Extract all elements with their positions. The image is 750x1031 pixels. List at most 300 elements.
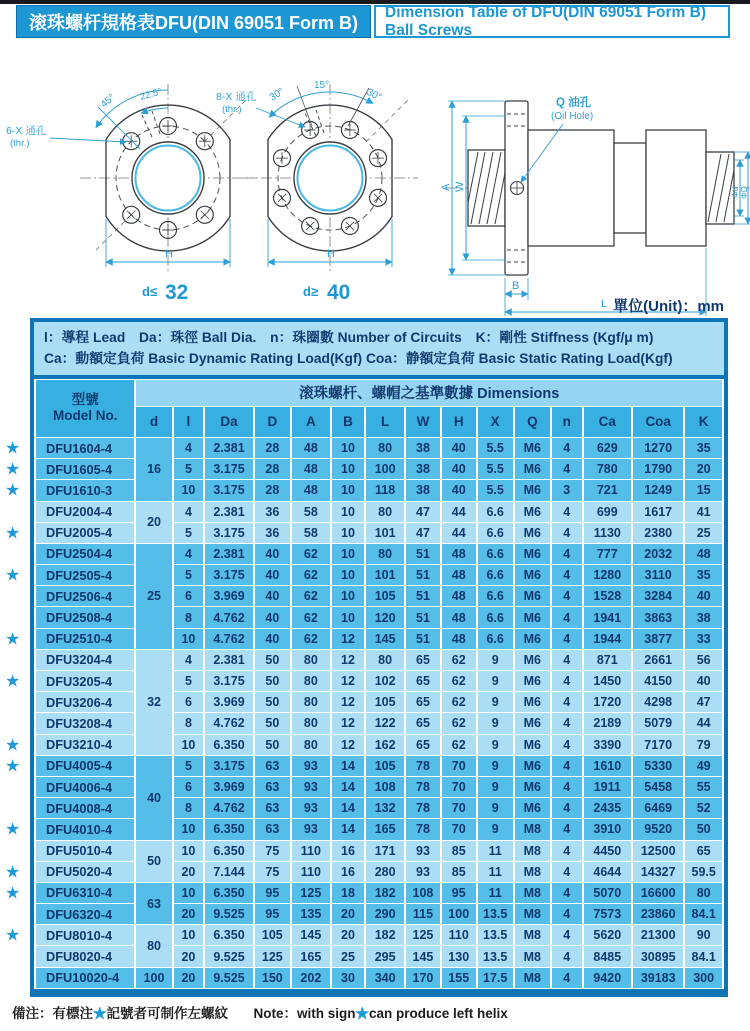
cell-B: 10 (331, 501, 365, 522)
cell-X: 9 (477, 692, 514, 713)
cell-B: 10 (331, 480, 365, 501)
cell-D: 36 (254, 522, 291, 543)
cell-Coa: 12500 (632, 840, 684, 861)
model-no-header-zh: 型號 (71, 391, 99, 407)
cell-L: 102 (365, 671, 405, 692)
cell-H: 70 (441, 776, 477, 797)
cell-Coa: 2032 (632, 543, 684, 564)
cell-H: 70 (441, 819, 477, 840)
cell-l: 6 (173, 586, 205, 607)
col-header-d: d (135, 406, 172, 437)
cell-B: 12 (331, 692, 365, 713)
dim-phi-D-label: ΦD (739, 186, 749, 199)
col-header-K: K (684, 406, 723, 437)
model-cell: DFU8020-4 (35, 946, 135, 967)
cell-Ca: 1720 (583, 692, 633, 713)
cell-K: 41 (684, 501, 723, 522)
cell-l: 8 (173, 607, 205, 628)
angle-22-5-label: 22.5° (138, 86, 164, 103)
cell-D: 40 (254, 586, 291, 607)
cell-D: 95 (254, 882, 291, 903)
cell-Ca: 8485 (583, 946, 633, 967)
cell-Q: M6 (514, 755, 551, 776)
left-helix-star-icon: ★ (5, 459, 21, 479)
cell-W: 170 (405, 967, 441, 988)
cell-K: 300 (684, 967, 723, 988)
cell-H: 48 (441, 565, 477, 586)
cell-K: 56 (684, 649, 723, 670)
model-cell: DFU5010-4 (35, 840, 135, 861)
cell-A: 80 (291, 671, 331, 692)
col-header-A: A (291, 406, 331, 437)
cell-Q: M8 (514, 967, 551, 988)
cell-L: 80 (365, 649, 405, 670)
cell-D: 50 (254, 671, 291, 692)
oil-hole-label-zh: Q 油孔 (556, 97, 592, 109)
d-group-cell: 80 (135, 925, 172, 967)
d-group-cell: 63 (135, 882, 172, 924)
cell-X: 6.6 (477, 607, 514, 628)
cell-n: 4 (551, 565, 583, 586)
cell-X: 9 (477, 734, 514, 755)
model-cell: DFU2504-4 (35, 543, 135, 564)
cell-K: 35 (684, 565, 723, 586)
cell-H: 95 (441, 882, 477, 903)
hole-note-8x-sub: (thr.) (222, 104, 242, 115)
cell-W: 51 (405, 543, 441, 564)
cell-H: 85 (441, 861, 477, 882)
cell-A: 58 (291, 501, 331, 522)
cell-Coa: 6469 (632, 798, 684, 819)
model-cell: DFU4008-4 (35, 798, 135, 819)
cell-n: 4 (551, 755, 583, 776)
cell-Q: M8 (514, 882, 551, 903)
cell-n: 4 (551, 522, 583, 543)
cell-B: 16 (331, 861, 365, 882)
cell-l: 5 (173, 755, 205, 776)
cell-A: 165 (291, 946, 331, 967)
cell-B: 16 (331, 840, 365, 861)
left-helix-star-icon: ★ (5, 438, 21, 458)
cell-W: 38 (405, 437, 441, 458)
model-cell: DFU4005-4 ★ (35, 755, 135, 776)
cell-l: 8 (173, 798, 205, 819)
cell-W: 51 (405, 586, 441, 607)
cell-Ca: 1450 (583, 671, 633, 692)
cell-K: 84.1 (684, 904, 723, 925)
cell-H: 155 (441, 967, 477, 988)
cell-X: 5.5 (477, 437, 514, 458)
cell-H: 62 (441, 671, 477, 692)
cell-L: 100 (365, 459, 405, 480)
cell-Coa: 3110 (632, 565, 684, 586)
cell-Ca: 629 (583, 437, 633, 458)
cell-B: 14 (331, 819, 365, 840)
cell-H: 48 (441, 543, 477, 564)
flange-view-small (6, 84, 256, 304)
page-title-zh: 滚珠螺杆規格表DFU(DIN 69051 Form B) (16, 5, 371, 38)
cell-l: 10 (173, 628, 205, 649)
cell-D: 63 (254, 798, 291, 819)
cell-Ca: 4644 (583, 861, 633, 882)
cell-Coa: 21300 (632, 925, 684, 946)
model-cell: DFU1610-3 ★ (35, 480, 135, 501)
cell-n: 4 (551, 861, 583, 882)
cell-L: 145 (365, 628, 405, 649)
dimension-table (5, 379, 724, 989)
cell-B: 10 (331, 543, 365, 564)
footer-note-en-post: can produce left helix (369, 1005, 508, 1021)
d-group-cell: 100 (135, 967, 172, 988)
cell-Da: 3.175 (204, 522, 254, 543)
col-header-L: L (365, 406, 405, 437)
cell-Da: 3.969 (204, 692, 254, 713)
cell-H: 48 (441, 586, 477, 607)
cell-K: 65 (684, 840, 723, 861)
cell-l: 4 (173, 649, 205, 670)
col-header-Da: Da (204, 406, 254, 437)
cell-n: 4 (551, 692, 583, 713)
cell-L: 80 (365, 543, 405, 564)
col-header-X: X (477, 406, 514, 437)
cell-l: 4 (173, 437, 205, 458)
cell-X: 6.6 (477, 501, 514, 522)
cell-L: 101 (365, 522, 405, 543)
cell-D: 150 (254, 967, 291, 988)
cell-D: 28 (254, 480, 291, 501)
cell-D: 40 (254, 628, 291, 649)
col-header-Q: Q (514, 406, 551, 437)
left-helix-star-icon: ★ (5, 862, 21, 882)
cell-B: 12 (331, 734, 365, 755)
model-cell: DFU3205-4 ★ (35, 671, 135, 692)
cell-Da: 9.525 (204, 967, 254, 988)
cell-H: 70 (441, 798, 477, 819)
d-group-cell: 32 (135, 649, 172, 755)
cell-K: 44 (684, 713, 723, 734)
cell-n: 4 (551, 543, 583, 564)
table-row (35, 755, 723, 776)
cell-L: 101 (365, 565, 405, 586)
cell-Q: M8 (514, 925, 551, 946)
cell-Coa: 30895 (632, 946, 684, 967)
col-header-D: D (254, 406, 291, 437)
cell-Ca: 1280 (583, 565, 633, 586)
left-helix-star-icon: ★ (5, 629, 21, 649)
cell-Coa: 5079 (632, 713, 684, 734)
cell-Q: M6 (514, 776, 551, 797)
cell-A: 62 (291, 628, 331, 649)
cell-X: 13.5 (477, 925, 514, 946)
cell-Ca: 9420 (583, 967, 633, 988)
model-cell: DFU1604-4 ★ (35, 437, 135, 458)
cell-B: 12 (331, 649, 365, 670)
cell-n: 4 (551, 904, 583, 925)
cell-Coa: 14327 (632, 861, 684, 882)
cell-n: 4 (551, 776, 583, 797)
cell-H: 44 (441, 501, 477, 522)
cell-L: 105 (365, 755, 405, 776)
cell-A: 145 (291, 925, 331, 946)
cell-n: 4 (551, 713, 583, 734)
cell-Q: M8 (514, 861, 551, 882)
left-helix-star-icon: ★ (5, 480, 21, 500)
cell-K: 52 (684, 798, 723, 819)
cell-W: 38 (405, 459, 441, 480)
cell-Q: M6 (514, 501, 551, 522)
dim-w-label: W (454, 181, 466, 192)
cell-Da: 6.350 (204, 734, 254, 755)
cell-A: 48 (291, 459, 331, 480)
cell-D: 63 (254, 776, 291, 797)
cell-K: 25 (684, 522, 723, 543)
cell-L: 290 (365, 904, 405, 925)
col-header-n: n (551, 406, 583, 437)
cell-Ca: 1528 (583, 586, 633, 607)
dim-b-label: B (512, 280, 520, 292)
cell-l: 10 (173, 734, 205, 755)
cell-Coa: 2380 (632, 522, 684, 543)
cell-H: 85 (441, 840, 477, 861)
cell-L: 182 (365, 925, 405, 946)
cell-Coa: 2661 (632, 649, 684, 670)
cell-H: 62 (441, 649, 477, 670)
cell-A: 202 (291, 967, 331, 988)
cell-A: 93 (291, 776, 331, 797)
page-title-en: Dimension Table of DFU(DIN 69051 Form B) Ball Screws (374, 5, 730, 38)
cell-L: 80 (365, 501, 405, 522)
cell-A: 48 (291, 480, 331, 501)
model-no-header-en: Model No. (52, 408, 118, 424)
cell-L: 165 (365, 819, 405, 840)
model-cell: DFU10020-4 (35, 967, 135, 988)
cell-n: 4 (551, 671, 583, 692)
cell-L: 132 (365, 798, 405, 819)
cell-X: 9 (477, 649, 514, 670)
cell-W: 145 (405, 946, 441, 967)
cell-Q: M8 (514, 946, 551, 967)
cell-B: 10 (331, 522, 365, 543)
cell-H: 40 (441, 437, 477, 458)
col-header-Coa: Coa (632, 406, 684, 437)
cell-Coa: 5458 (632, 776, 684, 797)
cell-K: 48 (684, 543, 723, 564)
footer-note-zh-pre: 備注：有標注 (12, 1005, 93, 1021)
cell-H: 70 (441, 755, 477, 776)
model-cell: DFU2005-4 ★ (35, 522, 135, 543)
cell-B: 10 (331, 607, 365, 628)
table-row (35, 649, 723, 670)
dim-a-label: A (440, 183, 452, 191)
cell-n: 4 (551, 882, 583, 903)
angle-45-label: 45° (98, 92, 118, 111)
cell-W: 51 (405, 607, 441, 628)
left-helix-star-icon: ★ (5, 671, 21, 691)
cell-B: 14 (331, 755, 365, 776)
cell-H: 62 (441, 692, 477, 713)
model-cell: DFU3204-4 (35, 649, 135, 670)
cell-B: 12 (331, 671, 365, 692)
cell-W: 65 (405, 734, 441, 755)
cell-K: 33 (684, 628, 723, 649)
cell-l: 10 (173, 480, 205, 501)
cell-L: 295 (365, 946, 405, 967)
cell-K: 59.5 (684, 861, 723, 882)
cell-X: 11 (477, 840, 514, 861)
cell-Coa: 16600 (632, 882, 684, 903)
cell-Ca: 1610 (583, 755, 633, 776)
cell-l: 10 (173, 819, 205, 840)
cell-D: 105 (254, 925, 291, 946)
cell-L: 122 (365, 713, 405, 734)
cell-Ca: 1130 (583, 522, 633, 543)
cell-L: 340 (365, 967, 405, 988)
cell-K: 90 (684, 925, 723, 946)
cell-H: 40 (441, 480, 477, 501)
cell-B: 18 (331, 882, 365, 903)
cell-A: 93 (291, 819, 331, 840)
cell-Da: 6.350 (204, 819, 254, 840)
model-cell: DFU8010-4 ★ (35, 925, 135, 946)
cell-l: 20 (173, 967, 205, 988)
cell-Ca: 2189 (583, 713, 633, 734)
cell-W: 47 (405, 501, 441, 522)
cell-Q: M6 (514, 480, 551, 501)
cell-W: 47 (405, 522, 441, 543)
cell-B: 12 (331, 628, 365, 649)
d-group-cell: 25 (135, 543, 172, 649)
cell-X: 9 (477, 755, 514, 776)
cell-l: 6 (173, 776, 205, 797)
cell-Ca: 3910 (583, 819, 633, 840)
cell-K: 80 (684, 882, 723, 903)
cell-Coa: 9520 (632, 819, 684, 840)
dim-h-label-large: H (327, 248, 335, 260)
cell-l: 6 (173, 692, 205, 713)
cell-Da: 6.350 (204, 925, 254, 946)
cell-Ca: 1944 (583, 628, 633, 649)
cell-H: 62 (441, 734, 477, 755)
d-group-cell: 16 (135, 437, 172, 501)
cell-Coa: 5330 (632, 755, 684, 776)
cell-X: 6.6 (477, 565, 514, 586)
cell-n: 4 (551, 798, 583, 819)
cell-W: 93 (405, 840, 441, 861)
cell-X: 5.5 (477, 480, 514, 501)
cell-l: 10 (173, 840, 205, 861)
cell-B: 20 (331, 925, 365, 946)
spec-table-frame (5, 318, 728, 997)
cell-l: 5 (173, 522, 205, 543)
cell-B: 10 (331, 586, 365, 607)
cell-W: 51 (405, 565, 441, 586)
cell-X: 9 (477, 671, 514, 692)
footer-note-en-pre: Note：with sign (253, 1005, 356, 1021)
cell-A: 93 (291, 755, 331, 776)
cell-Q: M6 (514, 437, 551, 458)
cell-l: 5 (173, 671, 205, 692)
star-icon: ★ (355, 1005, 370, 1021)
cell-L: 162 (365, 734, 405, 755)
legend-line-2: Ca：動額定負荷 Basic Dynamic Rating Load(Kgf) Coa：静額定負荷 Basic Static Rating Load(Kgf) (44, 350, 673, 366)
cell-L: 118 (365, 480, 405, 501)
d-group-cell: 20 (135, 501, 172, 543)
cell-K: 35 (684, 437, 723, 458)
cell-Da: 7.144 (204, 861, 254, 882)
cell-Q: M6 (514, 543, 551, 564)
cell-Q: M6 (514, 565, 551, 586)
cell-Da: 3.969 (204, 586, 254, 607)
cell-Q: M6 (514, 522, 551, 543)
cell-K: 49 (684, 755, 723, 776)
cell-D: 40 (254, 543, 291, 564)
cell-W: 51 (405, 628, 441, 649)
cell-X: 17.5 (477, 967, 514, 988)
cell-Da: 6.350 (204, 840, 254, 861)
hole-note-6x: 6-X 通孔 (6, 125, 47, 137)
cell-D: 40 (254, 565, 291, 586)
cell-l: 5 (173, 565, 205, 586)
cell-K: 40 (684, 586, 723, 607)
cell-K: 20 (684, 459, 723, 480)
cell-Da: 3.969 (204, 776, 254, 797)
cell-Ca: 871 (583, 649, 633, 670)
model-cell: DFU6320-4 (35, 904, 135, 925)
cell-D: 63 (254, 819, 291, 840)
cell-H: 48 (441, 628, 477, 649)
cell-B: 30 (331, 967, 365, 988)
cell-A: 135 (291, 904, 331, 925)
cell-A: 125 (291, 882, 331, 903)
model-cell: DFU2004-4 (35, 501, 135, 522)
cell-Da: 6.350 (204, 882, 254, 903)
cell-D: 125 (254, 946, 291, 967)
cell-W: 38 (405, 480, 441, 501)
cell-n: 4 (551, 607, 583, 628)
cell-B: 10 (331, 565, 365, 586)
cell-D: 63 (254, 755, 291, 776)
cell-W: 65 (405, 649, 441, 670)
ball-screw-drawing-svg (0, 38, 750, 318)
cell-Q: M6 (514, 607, 551, 628)
cell-Q: M6 (514, 586, 551, 607)
cell-L: 80 (365, 437, 405, 458)
cell-Da: 2.381 (204, 543, 254, 564)
cell-n: 4 (551, 925, 583, 946)
cell-n: 4 (551, 734, 583, 755)
cell-n: 4 (551, 437, 583, 458)
d-group-cell: 50 (135, 840, 172, 882)
model-cell: DFU5020-4 ★ (35, 861, 135, 882)
cell-W: 78 (405, 798, 441, 819)
cell-K: 79 (684, 734, 723, 755)
model-cell: DFU1605-4 ★ (35, 459, 135, 480)
cell-Da: 3.175 (204, 671, 254, 692)
cell-Q: M8 (514, 904, 551, 925)
cell-Da: 4.762 (204, 628, 254, 649)
left-helix-star-icon: ★ (5, 819, 21, 839)
cell-A: 62 (291, 607, 331, 628)
cell-Ca: 5620 (583, 925, 633, 946)
cell-Da: 3.175 (204, 480, 254, 501)
dim-phi-d-label: Φd (730, 186, 740, 198)
cell-L: 108 (365, 776, 405, 797)
cell-Ca: 2435 (583, 798, 633, 819)
cell-n: 4 (551, 501, 583, 522)
table-row (35, 501, 723, 522)
legend-line-1: l：導程 Lead Da：珠徑 Ball Dia. n：珠圈數 Number of Circuits K：剛性 Stiffness (Kgf/μ m) (44, 330, 654, 345)
hole-note-8x: 8-X 通孔 (216, 91, 257, 103)
